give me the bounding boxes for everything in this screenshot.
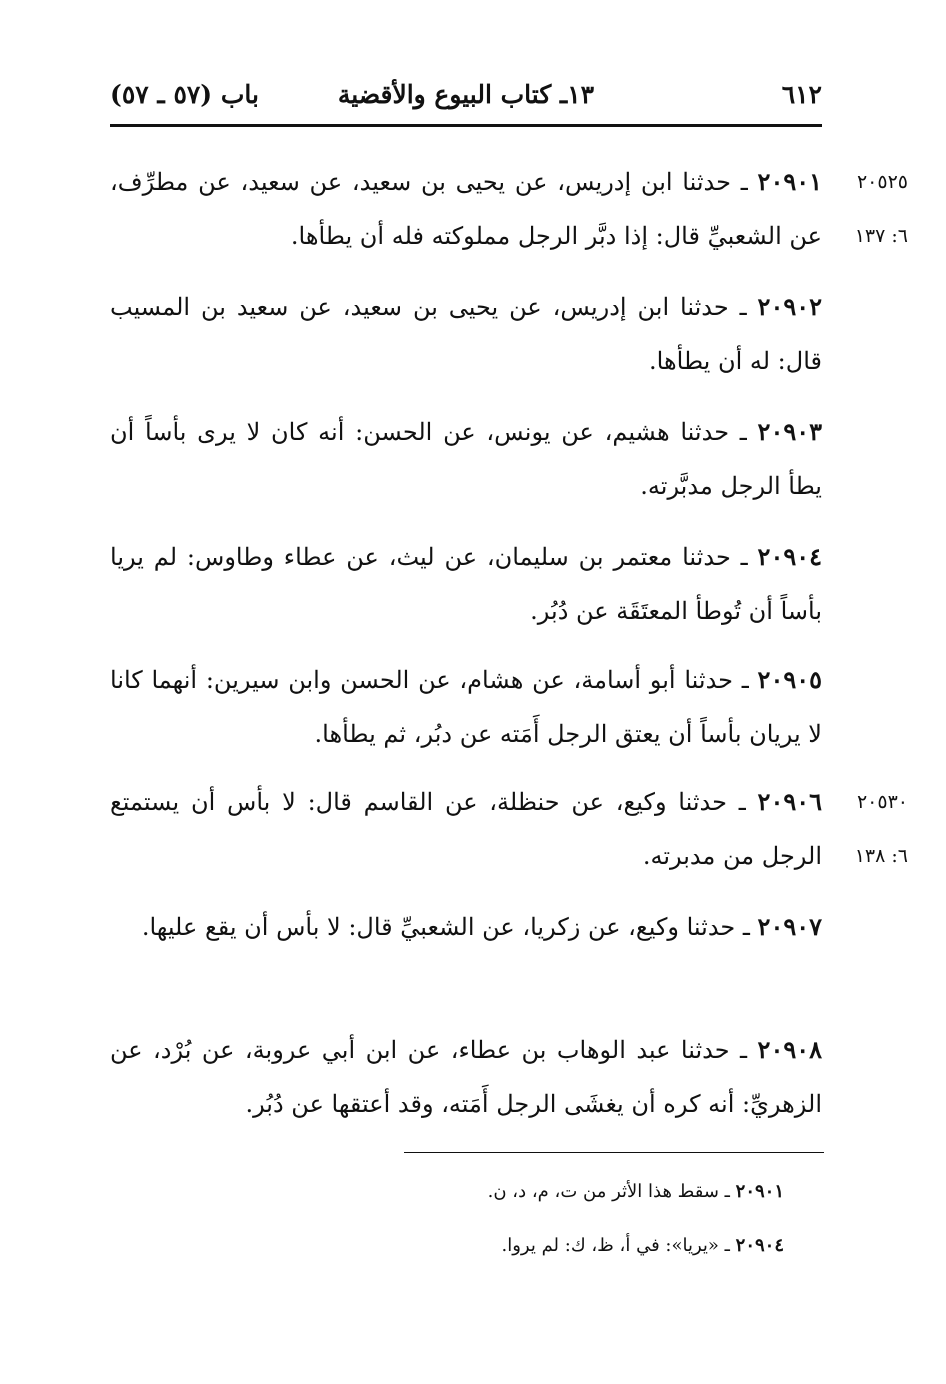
hadith-text: ـ حدثنا وكيع، عن زكريا، عن الشعبيِّ قال: لا بأس أن يقع عليها. [141, 913, 758, 941]
hadith-text: ـ حدثنا ابن إدريس، عن يحيى بن سعيد، عن سعيد بن المسيب قال: له أن يطأها. [110, 293, 822, 375]
footnote-number: ٢٠٩٠١ [735, 1181, 784, 1202]
margin-ref: ٢٠٥٢٥ [856, 171, 908, 193]
page-number: ٦١٢ [781, 80, 822, 109]
hadith-paragraph [110, 405, 822, 513]
margin-ref: ٦: ١٣٨ [854, 845, 908, 867]
footnote [110, 1226, 784, 1266]
hadith-text: ـ حدثنا وكيع، عن حنظلة، عن القاسم قال: لا بأس أن يستمتع الرجل من مدبرته. [110, 788, 822, 870]
hadith-number: ٢٠٩٠٨ [757, 1035, 822, 1064]
chapter-label: باب (٥٧ ـ ٥٧) [110, 80, 259, 109]
hadith-number: ٢٠٩٠٥ [757, 665, 822, 694]
hadith-text: ـ حدثنا ابن إدريس، عن يحيى بن سعيد، عن سعيد، عن مطرِّف، عن الشعبيِّ قال: إذا دبَّر الرجل مملوكته فله أن يطأها. [110, 168, 822, 250]
hadith-text: ـ حدثنا هشيم، عن يونس، عن الحسن: أنه كان لا يرى بأساً أن يطأ الرجل مدبَّرته. [110, 418, 822, 500]
hadith-paragraph [110, 280, 822, 388]
hadith-text: ـ حدثنا معتمر بن سليمان، عن ليث، عن عطاء وطاوس: لم يريا بأساً أن تُوطأ المعتَقَة عن دُبُر. [110, 543, 822, 625]
footnote-number: ٢٠٩٠٤ [735, 1235, 784, 1256]
hadith-number: ٢٠٩٠٦ [757, 787, 822, 816]
hadith-paragraph [110, 155, 822, 263]
hadith-number: ٢٠٩٠٤ [757, 542, 822, 571]
margin-ref: ٦: ١٣٧ [854, 225, 908, 247]
hadith-text: ـ حدثنا عبد الوهاب بن عطاء، عن ابن أبي عروبة، عن بُرْد، عن الزهريِّ: أنه كره أن يغشَى الرجل أَمَته، وقد أعتقها عن دُبُر. [110, 1036, 822, 1118]
hadith-paragraph [110, 653, 822, 761]
footnote-text: ـ «يريا»: في أ، ظ، ك: لم يروا. [501, 1235, 736, 1256]
footnote-rule [404, 1152, 824, 1153]
footnote-text: ـ سقط هذا الأثر من ت، م، د، ن. [487, 1181, 736, 1202]
footnote [110, 1172, 784, 1212]
hadith-number: ٢٠٩٠١ [757, 167, 822, 196]
hadith-text: ـ حدثنا أبو أسامة، عن هشام، عن الحسن وابن سيرين: أنهما كانا لا يريان بأساً أن يعتق الرجل أَمَته عن دبُر، ثم يطأها. [110, 666, 822, 748]
hadith-paragraph [110, 530, 822, 638]
margin-ref: ٢٠٥٣٠ [856, 791, 908, 813]
hadith-number: ٢٠٩٠٢ [757, 292, 822, 321]
hadith-number: ٢٠٩٠٣ [757, 417, 822, 446]
header-rule [110, 124, 822, 127]
hadith-paragraph [110, 900, 822, 954]
hadith-paragraph [110, 1023, 822, 1131]
book-title: ١٣ـ كتاب البيوع والأقضية [337, 80, 595, 109]
hadith-paragraph [110, 775, 822, 883]
hadith-number: ٢٠٩٠٧ [757, 912, 822, 941]
page-header [110, 80, 822, 120]
